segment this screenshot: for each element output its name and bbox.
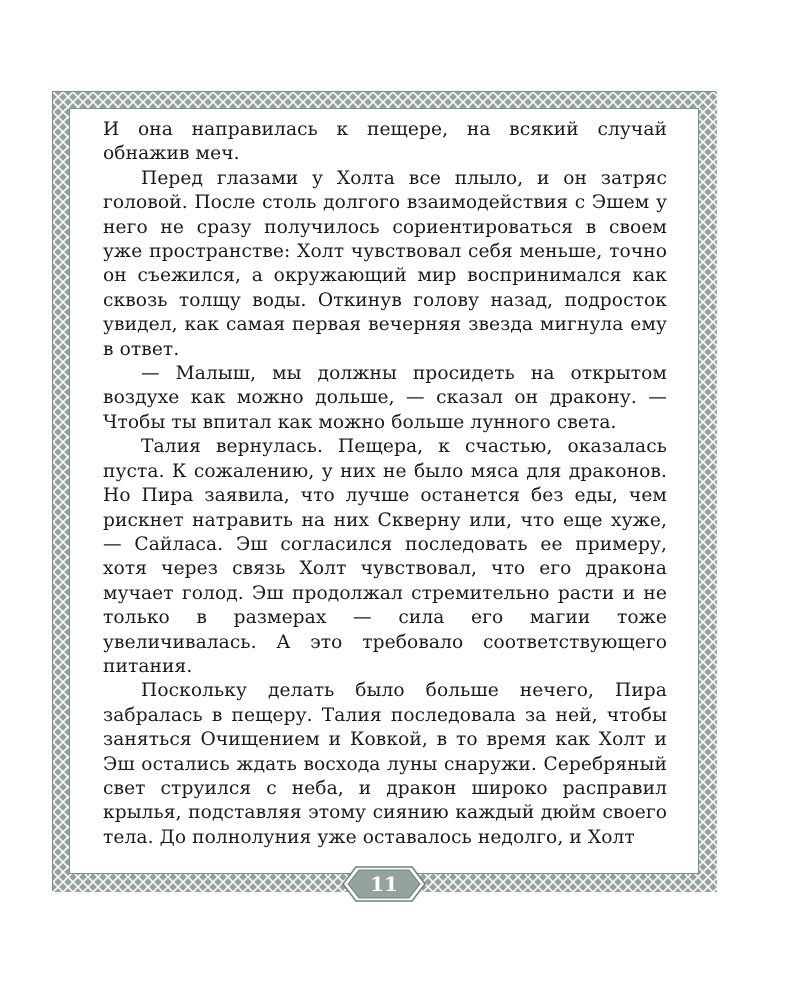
- paragraph: Талия вернулась. Пещера, к счастью, оказалась пуста. К сожалению, у них не было мяса для драконов. Но Пира заявила, что лучше останется без еды, чем рискнет натравить на них Скверну или, что еще хуже, — Сайласа. Эш согласился последовать ее примеру, хотя через связь Холт чувствовал, что его дракона мучает голод. Эш продолжал стремительно расти и не только в размерах — сила его магии тоже увеличивалась. А это требовало соответствующего питания.: [103, 436, 667, 677]
- paragraph: Перед глазами у Холта все плыло, и он затряс головой. После столь долгого взаимодействия с Эшем у него не сразу получилось сориентироваться в своем уже пространстве: Холт чувствовал себя меньше, точно он съежился, а окружающий мир воспринимался как сквозь толщу воды. Откинув голову назад, подросток увидел, как самая первая вечерняя звезда мигнула ему в ответ.: [103, 167, 667, 360]
- paragraph: — Малыш, мы должны просидеть на открытом воздухе как можно дольше, — сказал он дракону. — Чтобы ты впитал как можно больше лунного света.: [103, 363, 667, 433]
- body-text: [103, 118, 667, 850]
- paragraph: Поскольку делать было больше нечего, Пира забралась в пещеру. Талия последовала за ней, чтобы заняться Очищением и Ковкой, в то время как Холт и Эш остались ждать восхода луны снаружи. Серебряный свет струился с неба, и дракон широко расправил крылья, подставляя этому сиянию каждый дюйм своего тела. До полнолуния уже оставалось недолго, и Холт: [103, 680, 667, 848]
- page-number: 11: [370, 872, 398, 896]
- paragraph: И она направилась к пещере, на всякий случай обнажив меч.: [103, 119, 667, 165]
